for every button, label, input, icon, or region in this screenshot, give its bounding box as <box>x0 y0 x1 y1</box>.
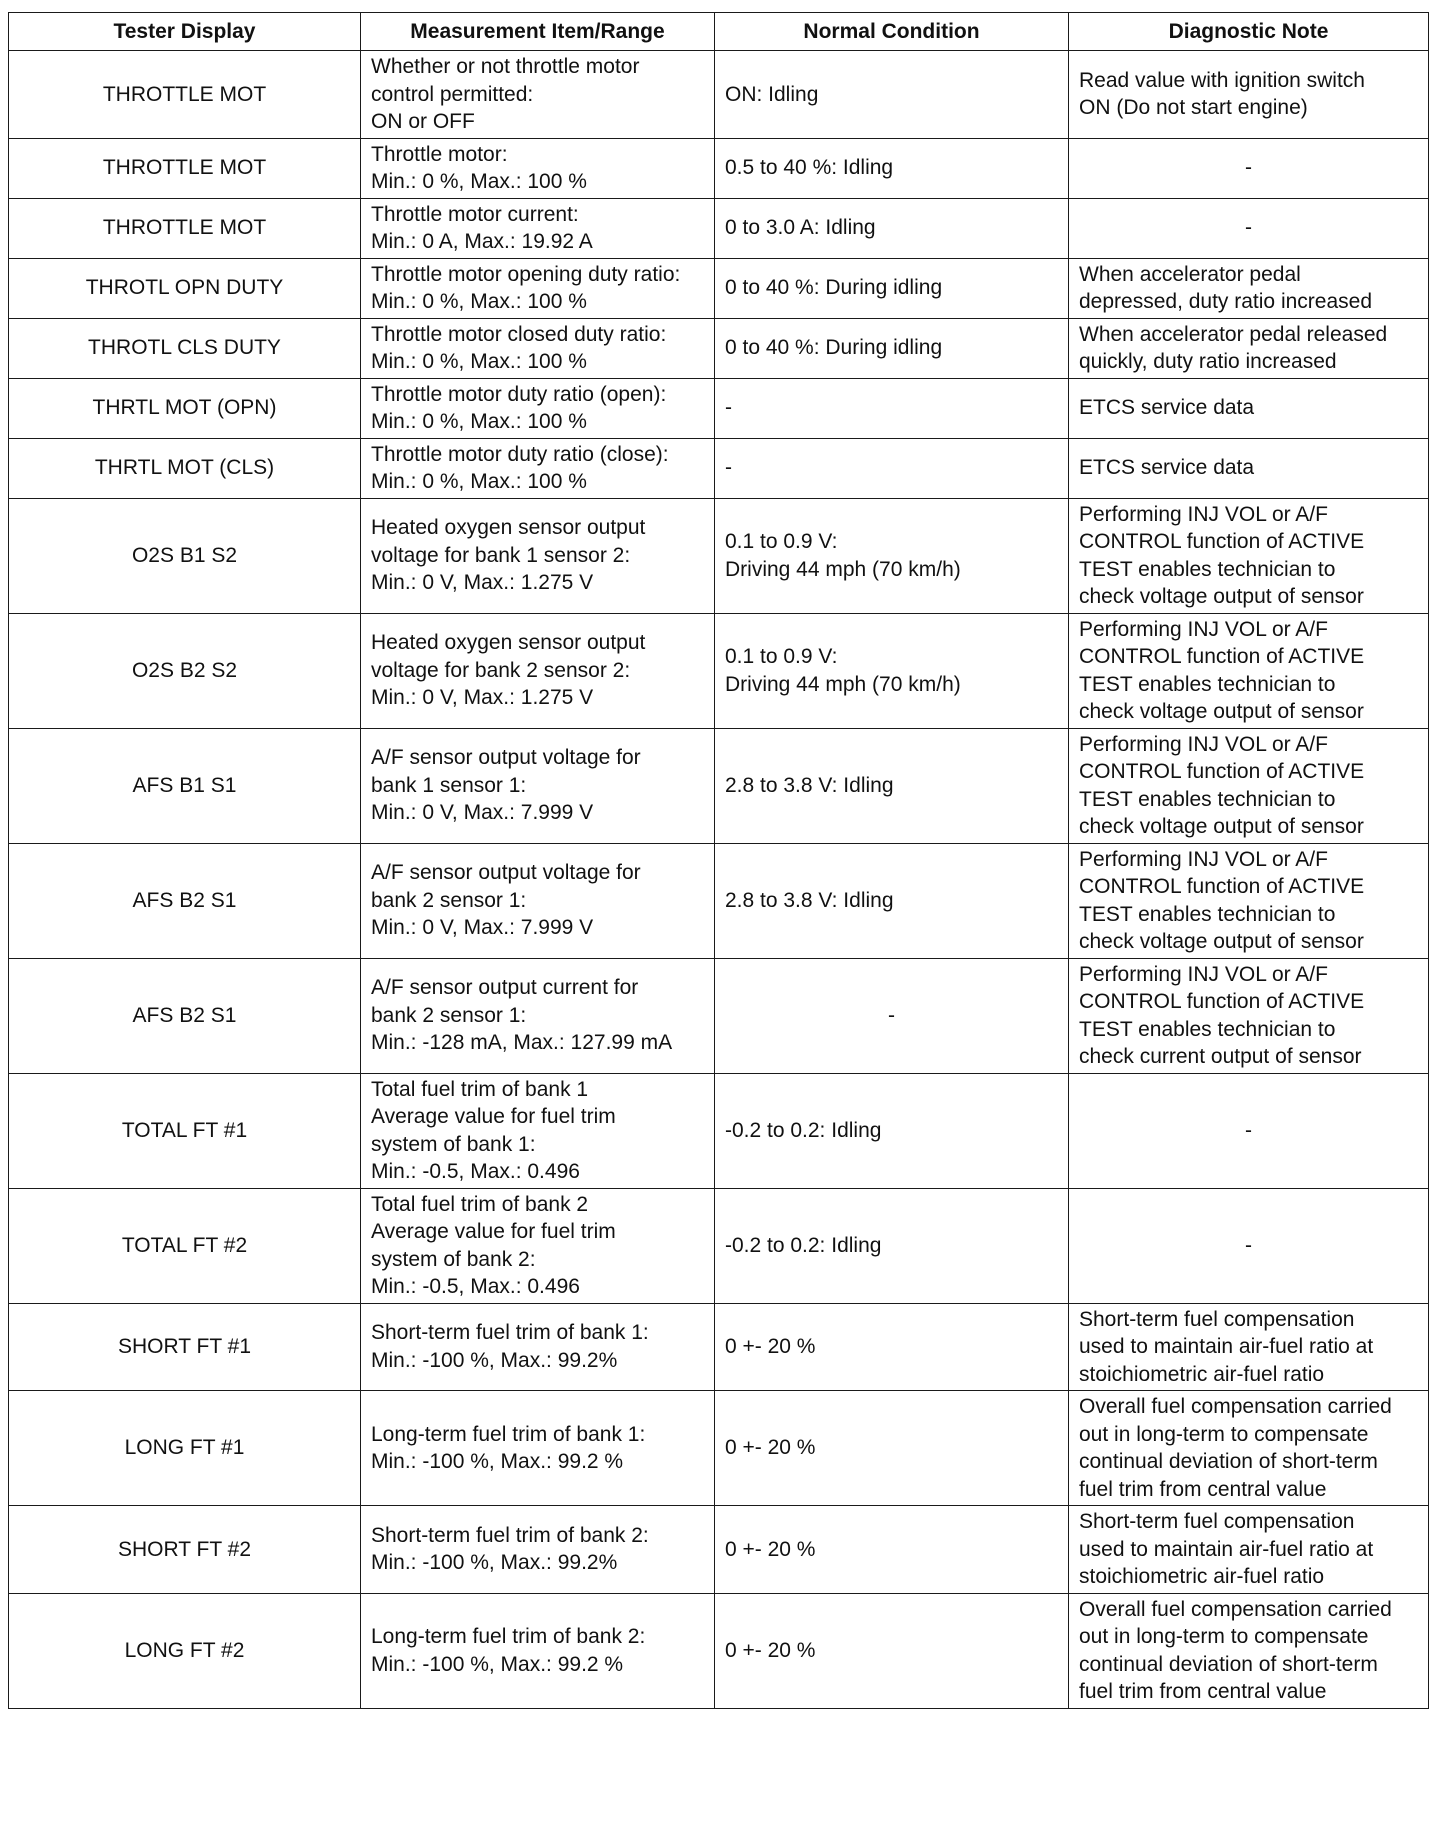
diagnostic-note-line: depressed, duty ratio increased <box>1079 290 1373 313</box>
measurement-cell <box>361 728 715 843</box>
measurement-line: Min.: 0 V, Max.: 1.275 V <box>371 571 594 595</box>
header-normal-condition: Normal Condition <box>715 13 1069 51</box>
measurement-cell <box>361 613 715 728</box>
header-tester-display: Tester Display <box>9 13 361 51</box>
measurement-line: Total fuel trim of bank 1 <box>371 1077 589 1101</box>
measurement-line: Min.: 0 %, Max.: 100 % <box>371 350 587 373</box>
table-body <box>9 51 1429 1709</box>
table-row <box>9 1506 1429 1594</box>
diagnostic-note-cell <box>1069 198 1429 258</box>
diagnostic-note-line: Performing INJ VOL or A/F <box>1079 962 1328 986</box>
measurement-cell <box>361 258 715 318</box>
diagnostic-note-line: - <box>1245 1233 1252 1257</box>
diagnostic-note-cell <box>1069 1188 1429 1303</box>
diagnostic-note-line: When accelerator pedal <box>1079 262 1301 286</box>
measurement-cell <box>361 498 715 613</box>
diagnostic-note-cell <box>1069 728 1429 843</box>
normal-condition-line: 0 +- 20 % <box>725 1436 816 1460</box>
diagnostic-note-line: TEST enables technician to <box>1079 902 1336 926</box>
diagnostic-note-line: check voltage output of sensor <box>1079 700 1364 723</box>
measurement-cell <box>361 51 715 139</box>
normal-condition-line: -0.2 to 0.2: Idling <box>725 1233 882 1257</box>
measurement-line: Heated oxygen sensor output <box>371 631 646 655</box>
diagnostic-note-line: out in long-term to compensate <box>1079 1625 1369 1648</box>
normal-condition-line: 0 to 3.0 A: Idling <box>725 216 876 240</box>
normal-condition-cell <box>715 51 1069 139</box>
tester-display-cell: AFS B1 S1 <box>9 728 361 843</box>
normal-condition-cell <box>715 318 1069 378</box>
diagnostic-note-line: stoichiometric air-fuel ratio <box>1079 1362 1325 1386</box>
measurement-line: Throttle motor duty ratio (open): <box>371 382 667 406</box>
table-row <box>9 728 1429 843</box>
tester-display-cell: THROTL CLS DUTY <box>9 318 361 378</box>
table-row <box>9 378 1429 438</box>
header-diagnostic-note: Diagnostic Note <box>1069 13 1429 51</box>
normal-condition-cell <box>715 1303 1069 1391</box>
tester-display-cell: THROTTLE MOT <box>9 198 361 258</box>
measurement-line: Throttle motor closed duty ratio: <box>371 322 667 346</box>
diagnostic-note-line: stoichiometric air-fuel ratio <box>1079 1565 1325 1588</box>
diagnostic-note-cell <box>1069 958 1429 1073</box>
table-row <box>9 958 1429 1073</box>
normal-condition-cell <box>715 1391 1069 1506</box>
normal-condition-cell <box>715 1073 1069 1188</box>
measurement-cell <box>361 198 715 258</box>
normal-condition-cell <box>715 958 1069 1073</box>
diagnostic-note-line: TEST enables technician to <box>1079 787 1336 811</box>
measurement-line: Min.: 0 V, Max.: 7.999 V <box>371 916 594 940</box>
tester-display-cell: O2S B1 S2 <box>9 498 361 613</box>
diagnostic-note-line: - <box>1245 156 1252 180</box>
normal-condition-cell <box>715 498 1069 613</box>
normal-condition-line: Driving 44 mph (70 km/h) <box>725 557 961 581</box>
measurement-line: Long-term fuel trim of bank 1: <box>371 1422 646 1446</box>
tester-display-cell: TOTAL FT #2 <box>9 1188 361 1303</box>
normal-condition-cell <box>715 138 1069 198</box>
normal-condition-cell <box>715 728 1069 843</box>
normal-condition-cell <box>715 198 1069 258</box>
diagnostic-note-line: CONTROL function of ACTIVE <box>1079 760 1365 783</box>
measurement-line: Min.: 0 %, Max.: 100 % <box>371 290 587 313</box>
measurement-cell <box>361 843 715 958</box>
measurement-line: bank 2 sensor 1: <box>371 1003 527 1027</box>
table-row <box>9 51 1429 139</box>
diagnostic-note-cell <box>1069 258 1429 318</box>
diagnostic-note-line: TEST enables technician to <box>1079 1017 1336 1041</box>
measurement-cell <box>361 378 715 438</box>
diagnostic-note-line: quickly, duty ratio increased <box>1079 350 1337 373</box>
diagnostic-note-cell <box>1069 51 1429 139</box>
diagnostic-note-line: Overall fuel compensation carried <box>1079 1597 1392 1621</box>
normal-condition-line: 0.5 to 40 %: Idling <box>725 156 894 180</box>
diagnostic-note-cell <box>1069 1593 1429 1708</box>
diagnostic-note-line: fuel trim from central value <box>1079 1680 1327 1703</box>
diagnostic-note-cell <box>1069 378 1429 438</box>
measurement-line: Min.: -100 %, Max.: 99.2% <box>371 1551 618 1575</box>
table-row <box>9 138 1429 198</box>
diagnostic-note-line: TEST enables technician to <box>1079 672 1336 696</box>
diagnostic-note-line: - <box>1245 216 1252 240</box>
normal-condition-line: 0.1 to 0.9 V: <box>725 530 838 553</box>
measurement-line: Min.: -100 %, Max.: 99.2 % <box>371 1450 624 1473</box>
measurement-line: Total fuel trim of bank 2 <box>371 1192 589 1216</box>
tester-display-cell: TOTAL FT #1 <box>9 1073 361 1188</box>
measurement-cell <box>361 318 715 378</box>
diagnostic-note-line: check current output of sensor <box>1079 1045 1362 1068</box>
diagnostic-note-line: fuel trim from central value <box>1079 1477 1327 1501</box>
measurement-line: Whether or not throttle motor <box>371 55 640 78</box>
measurement-line: Min.: 0 V, Max.: 1.275 V <box>371 686 594 710</box>
normal-condition-line: 0.1 to 0.9 V: <box>725 645 838 668</box>
normal-condition-line: 0 +- 20 % <box>725 1537 816 1561</box>
normal-condition-cell <box>715 1506 1069 1594</box>
diagnostic-note-cell <box>1069 843 1429 958</box>
table-row <box>9 318 1429 378</box>
diagnostic-note-cell <box>1069 1073 1429 1188</box>
measurement-line: Short-term fuel trim of bank 2: <box>371 1523 649 1547</box>
table-row <box>9 1391 1429 1506</box>
measurement-line: Average value for fuel trim <box>371 1105 616 1128</box>
diagnostic-note-line: continual deviation of short-term <box>1079 1652 1378 1676</box>
table-row <box>9 198 1429 258</box>
diagnostic-note-line: Performing INJ VOL or A/F <box>1079 617 1328 641</box>
normal-condition-cell <box>715 843 1069 958</box>
normal-condition-cell <box>715 258 1069 318</box>
diagnostic-note-cell <box>1069 318 1429 378</box>
measurement-cell <box>361 1303 715 1391</box>
measurement-line: Min.: 0 A, Max.: 19.92 A <box>371 230 593 253</box>
diagnostic-note-cell <box>1069 438 1429 498</box>
measurement-cell <box>361 1506 715 1594</box>
measurement-line: Throttle motor: <box>371 142 508 166</box>
diagnostic-note-cell <box>1069 1506 1429 1594</box>
normal-condition-line: 0 to 40 %: During idling <box>725 336 943 360</box>
measurement-line: bank 2 sensor 1: <box>371 888 527 912</box>
measurement-line: Min.: -100 %, Max.: 99.2% <box>371 1348 618 1372</box>
diagnostic-note-line: CONTROL function of ACTIVE <box>1079 645 1365 668</box>
tester-display-cell: THRTL MOT (CLS) <box>9 438 361 498</box>
normal-condition-cell <box>715 1188 1069 1303</box>
diagnostic-note-line: out in long-term to compensate <box>1079 1422 1369 1446</box>
measurement-line: Short-term fuel trim of bank 1: <box>371 1321 649 1345</box>
diagnostic-note-line: continual deviation of short-term <box>1079 1450 1378 1473</box>
tester-display-cell: O2S B2 S2 <box>9 613 361 728</box>
measurement-line: Min.: 0 %, Max.: 100 % <box>371 470 587 493</box>
diagnostic-note-line: CONTROL function of ACTIVE <box>1079 530 1365 553</box>
diagnostic-note-line: - <box>1245 1118 1252 1142</box>
normal-condition-line: 0 +- 20 % <box>725 1638 816 1662</box>
table-row <box>9 258 1429 318</box>
diagnostic-note-line: check voltage output of sensor <box>1079 585 1364 608</box>
normal-condition-line: 2.8 to 3.8 V: Idling <box>725 773 894 797</box>
normal-condition-line: - <box>725 456 732 480</box>
table-row <box>9 1188 1429 1303</box>
diagnostic-note-line: Short-term fuel compensation <box>1079 1307 1355 1331</box>
diagnostic-note-line: CONTROL function of ACTIVE <box>1079 990 1365 1013</box>
data-list-table <box>8 12 1429 1709</box>
measurement-cell <box>361 1391 715 1506</box>
measurement-line: A/F sensor output current for <box>371 976 639 1000</box>
tester-display-cell: AFS B2 S1 <box>9 958 361 1073</box>
diagnostic-note-cell <box>1069 138 1429 198</box>
normal-condition-cell <box>715 438 1069 498</box>
measurement-line: system of bank 2: <box>371 1247 536 1271</box>
measurement-line: Min.: -0.5, Max.: 0.496 <box>371 1275 580 1298</box>
diagnostic-note-line: Performing INJ VOL or A/F <box>1079 732 1328 756</box>
normal-condition-line: 0 to 40 %: During idling <box>725 276 943 300</box>
measurement-line: Min.: 0 %, Max.: 100 % <box>371 170 587 193</box>
diagnostic-note-line: check voltage output of sensor <box>1079 930 1364 953</box>
tester-display-cell: SHORT FT #1 <box>9 1303 361 1391</box>
diagnostic-note-line: Overall fuel compensation carried <box>1079 1395 1392 1418</box>
table-row <box>9 1073 1429 1188</box>
measurement-line: A/F sensor output voltage for <box>371 861 641 885</box>
diagnostic-note-line: CONTROL function of ACTIVE <box>1079 875 1365 898</box>
diagnostic-note-line: Short-term fuel compensation <box>1079 1510 1355 1533</box>
measurement-line: bank 1 sensor 1: <box>371 773 527 797</box>
measurement-line: Throttle motor opening duty ratio: <box>371 262 681 286</box>
measurement-line: Min.: 0 %, Max.: 100 % <box>371 410 587 433</box>
normal-condition-line: Driving 44 mph (70 km/h) <box>725 672 961 696</box>
tester-display-cell: THROTL OPN DUTY <box>9 258 361 318</box>
tester-display-cell: THROTTLE MOT <box>9 138 361 198</box>
measurement-cell <box>361 958 715 1073</box>
measurement-cell <box>361 138 715 198</box>
normal-condition-line: 0 +- 20 % <box>725 1335 816 1358</box>
diagnostic-note-line: ON (Do not start engine) <box>1079 96 1308 120</box>
diagnostic-note-line: check voltage output of sensor <box>1079 815 1364 838</box>
measurement-cell <box>361 1073 715 1188</box>
tester-display-cell: LONG FT #2 <box>9 1593 361 1708</box>
diagnostic-note-line: used to maintain air-fuel ratio at <box>1079 1537 1374 1561</box>
data-list-table-container <box>8 12 1428 1709</box>
table-header-row <box>9 13 1429 51</box>
tester-display-cell: AFS B2 S1 <box>9 843 361 958</box>
measurement-line: voltage for bank 2 sensor 2: <box>371 658 631 682</box>
diagnostic-note-line: Performing INJ VOL or A/F <box>1079 502 1328 526</box>
tester-display-cell: THROTTLE MOT <box>9 51 361 139</box>
normal-condition-cell <box>715 1593 1069 1708</box>
measurement-line: ON or OFF <box>371 110 475 133</box>
diagnostic-note-line: used to maintain air-fuel ratio at <box>1079 1335 1374 1358</box>
measurement-line: Average value for fuel trim <box>371 1220 616 1243</box>
table-row <box>9 1593 1429 1708</box>
diagnostic-note-cell <box>1069 1391 1429 1506</box>
measurement-line: control permitted: <box>371 82 534 106</box>
measurement-cell <box>361 438 715 498</box>
measurement-line: Min.: 0 V, Max.: 7.999 V <box>371 801 594 825</box>
measurement-line: voltage for bank 1 sensor 2: <box>371 543 631 567</box>
diagnostic-note-line: ETCS service data <box>1079 396 1255 420</box>
measurement-line: Min.: -0.5, Max.: 0.496 <box>371 1160 580 1183</box>
measurement-line: Min.: -100 %, Max.: 99.2 % <box>371 1652 624 1676</box>
measurement-line: Throttle motor duty ratio (close): <box>371 442 669 466</box>
measurement-line: A/F sensor output voltage for <box>371 746 641 770</box>
measurement-line: Min.: -128 mA, Max.: 127.99 mA <box>371 1031 673 1055</box>
measurement-cell <box>361 1188 715 1303</box>
header-measurement-item: Measurement Item/Range <box>361 13 715 51</box>
normal-condition-line: - <box>725 396 732 420</box>
measurement-cell <box>361 1593 715 1708</box>
diagnostic-note-cell <box>1069 613 1429 728</box>
diagnostic-note-line: When accelerator pedal released <box>1079 322 1388 346</box>
table-row <box>9 613 1429 728</box>
tester-display-cell: SHORT FT #2 <box>9 1506 361 1594</box>
diagnostic-note-cell <box>1069 1303 1429 1391</box>
measurement-line: Throttle motor current: <box>371 202 579 226</box>
tester-display-cell: THRTL MOT (OPN) <box>9 378 361 438</box>
normal-condition-line: - <box>888 1003 895 1027</box>
normal-condition-cell <box>715 378 1069 438</box>
table-row <box>9 1303 1429 1391</box>
diagnostic-note-line: ETCS service data <box>1079 456 1255 480</box>
table-row <box>9 843 1429 958</box>
diagnostic-note-line: Performing INJ VOL or A/F <box>1079 847 1328 871</box>
table-row <box>9 438 1429 498</box>
normal-condition-line: -0.2 to 0.2: Idling <box>725 1118 882 1142</box>
measurement-line: Heated oxygen sensor output <box>371 516 646 540</box>
measurement-line: Long-term fuel trim of bank 2: <box>371 1625 646 1648</box>
diagnostic-note-cell <box>1069 498 1429 613</box>
measurement-line: system of bank 1: <box>371 1132 536 1156</box>
normal-condition-line: ON: Idling <box>725 82 819 106</box>
table-row <box>9 498 1429 613</box>
tester-display-cell: LONG FT #1 <box>9 1391 361 1506</box>
normal-condition-cell <box>715 613 1069 728</box>
diagnostic-note-line: TEST enables technician to <box>1079 557 1336 581</box>
normal-condition-line: 2.8 to 3.8 V: Idling <box>725 888 894 912</box>
diagnostic-note-line: Read value with ignition switch <box>1079 68 1365 92</box>
